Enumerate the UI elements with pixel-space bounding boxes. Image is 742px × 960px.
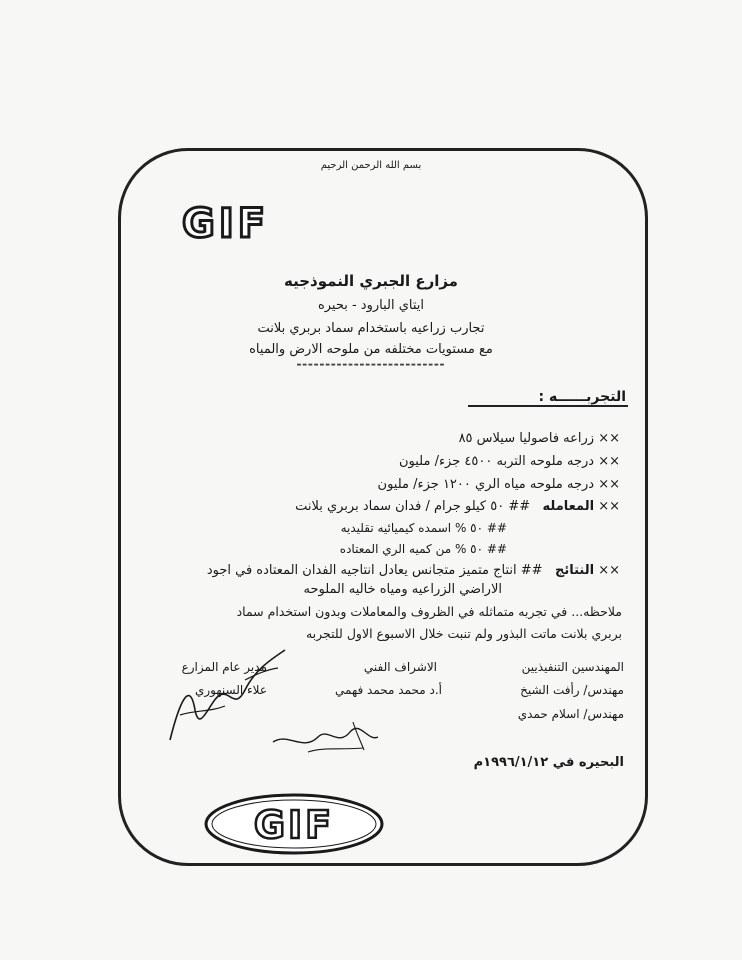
experiment-item: ×× زراعه فاصوليا سيلاس ٨٥: [458, 431, 620, 446]
experiment-item: ×× درجه ملوحه التربه ٤٥٠٠ جزء/ مليون: [398, 454, 620, 469]
supervisor-signature: [268, 712, 398, 762]
engineers-title: المهندسين التنفيذيين: [521, 660, 624, 674]
note-line-2: بربري بلانت ماتت البذور ولم تنبت خلال الاسبوع الاول للتجربه: [305, 626, 622, 641]
treatment-sub-item: ## ٥٠ % اسمده كيميائيه تقليديه: [340, 521, 507, 535]
logo-text: GIF: [253, 803, 335, 847]
experiment-item: ×× المعامله ## ٥٠ كيلو جرام / فدان سماد بربري بلانت: [295, 499, 620, 514]
gif-logo-top: [180, 203, 340, 243]
location-subtitle: ايتاي البارود - بحيره: [317, 298, 425, 313]
gif-logo-bottom: [204, 793, 384, 855]
manager-name: علاء السنهوري: [194, 683, 267, 697]
farm-title: مزارع الجبري النموذجيه: [284, 272, 458, 290]
basmala: بسم الله الرحمن الرحيم: [320, 160, 422, 171]
document-date: البحيره في ١٩٩٦/١/١٢م: [473, 755, 624, 770]
heading-underline: [468, 405, 628, 407]
note-line-1: ملاحظه... في تجربه متماثله في الظروف والمعاملات وبدون استخدام سماد: [236, 604, 622, 619]
description-line-1: تجارب زراعيه باستخدام سماد بربري بلانت: [257, 321, 485, 336]
description-line-2: مع مستويات مختلفه من ملوحه الارض والمياه: [249, 342, 493, 357]
logo-text: GIF: [182, 203, 270, 243]
supervision-title: الاشراف الفني: [363, 660, 437, 674]
decorative-divider: ▬▬▬▬▬▬▬▬▬▬▬▬▬▬▬▬▬▬▬▬▬▬▬▬▬▬: [296, 362, 446, 368]
experiment-heading: التجربــــــه :: [538, 389, 626, 405]
experiment-item: ×× درجه ملوحه مياه الري ١٢٠٠ جزء/ مليون: [377, 477, 620, 492]
results-line-2: الاراضي الزراعيه ومياه خاليه الملوحه: [303, 582, 502, 597]
engineer-name: مهندس/ اسلام حمدي: [517, 707, 624, 721]
treatment-sub-item: ## ٥٠ % من كميه الري المعتاده: [339, 542, 507, 556]
manager-title: مدير عام المزارع: [181, 660, 267, 674]
engineer-name: مهندس/ رأفت الشيخ: [520, 683, 624, 697]
results-line-1: ×× النتائج ## انتاج متميز متجانس يعادل انتاجيه الفدان المعتاده في اجود: [206, 563, 620, 578]
supervision-name: أ.د محمد محمد فهمي: [335, 683, 442, 697]
